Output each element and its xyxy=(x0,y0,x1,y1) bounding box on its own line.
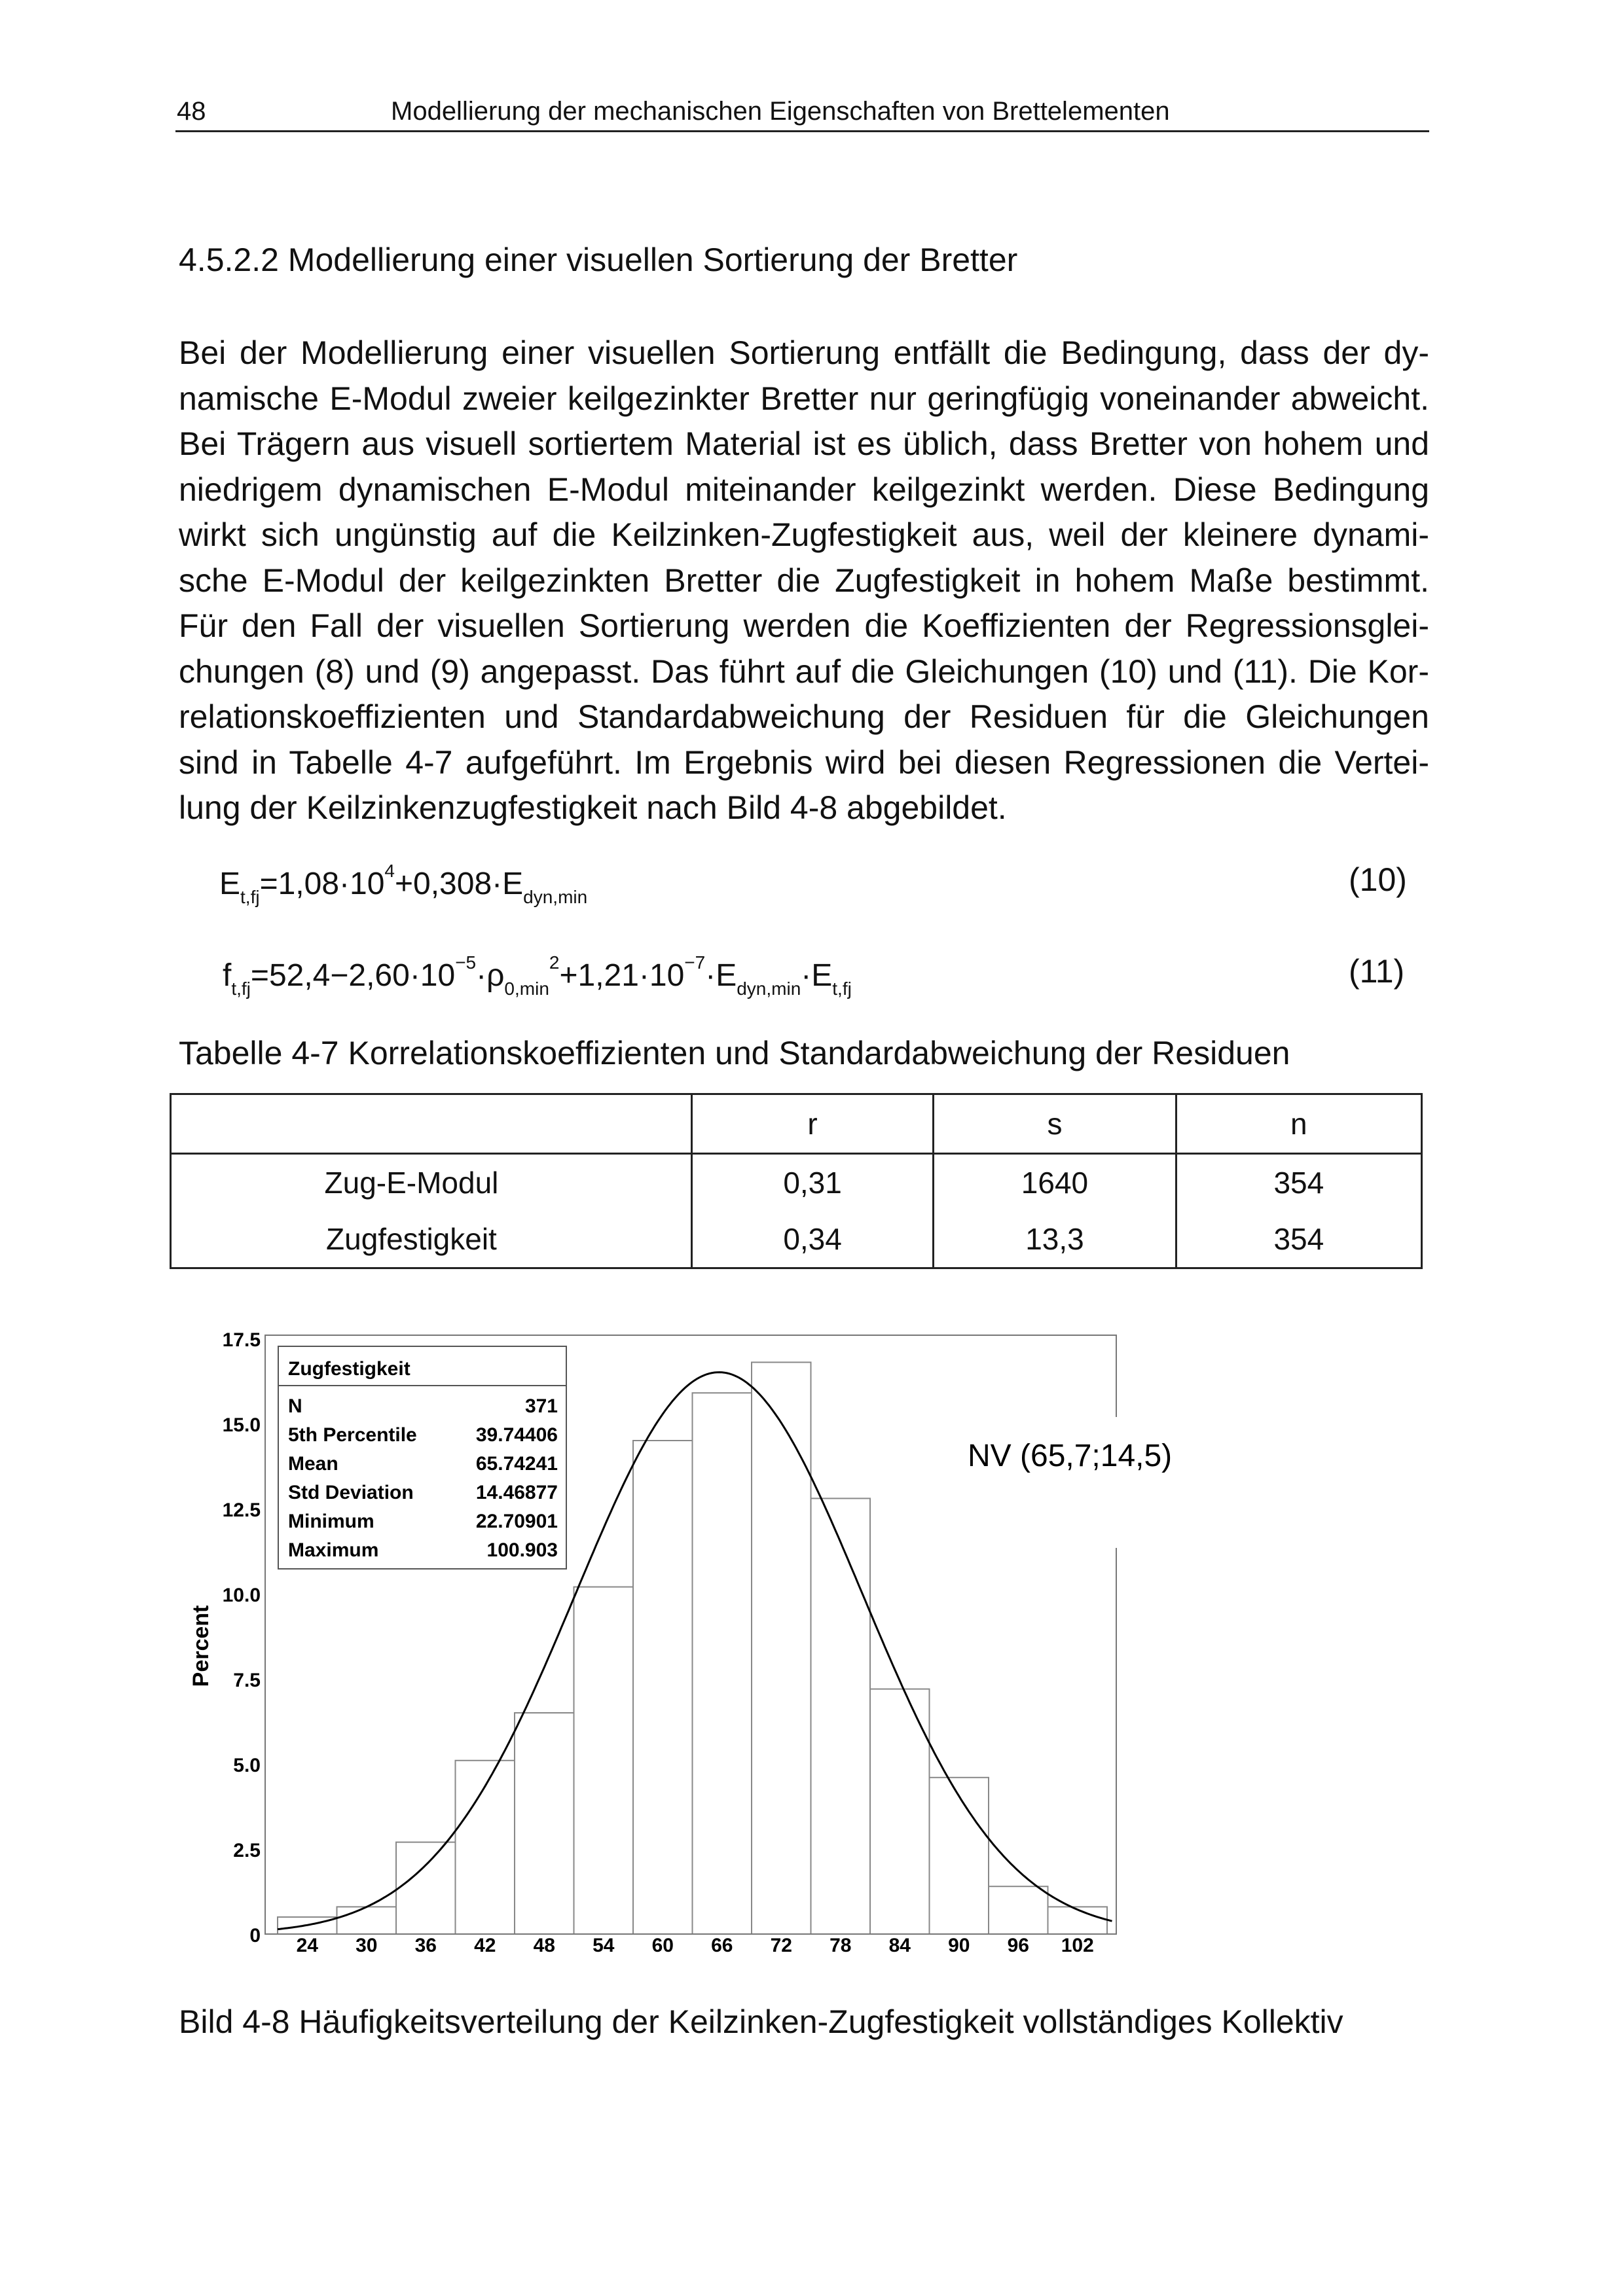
stats-value: 65.74241 xyxy=(475,1453,558,1475)
x-tick-label: 30 xyxy=(356,1935,378,1956)
x-tick-label: 78 xyxy=(830,1935,852,1956)
x-tick-label: 60 xyxy=(651,1935,674,1956)
x-tick-label: 66 xyxy=(711,1935,733,1956)
histogram-bar xyxy=(515,1713,574,1934)
page-number: 48 xyxy=(177,97,206,126)
y-axis-label: Percent xyxy=(189,1605,213,1687)
stats-label: Mean xyxy=(288,1453,338,1475)
table-caption: Tabelle 4-7 Korrelationskoeffizienten und Standardabweichung der Residuen xyxy=(179,1035,1290,1071)
y-tick-label: 5.0 xyxy=(233,1755,261,1776)
table-header-cell: s xyxy=(934,1094,1176,1154)
table-cell: 0,34 xyxy=(691,1211,933,1268)
paragraph-line: chungen (8) und (9) angepasst. Das führt auf die Gleichungen (10) und (11). Die Kor- xyxy=(179,653,1429,690)
paragraph-line: niedrigem dynamischen E-Modul miteinander keilgezinkt werden. Diese Bedingung xyxy=(179,471,1429,508)
y-tick-label: 15.0 xyxy=(222,1414,261,1436)
paragraph-line: Bei der Modellierung einer visuellen Sortierung entfällt die Bedingung, dass der dy- xyxy=(179,334,1429,371)
equation-11: $f_{t,fj}=52,4-2,60\cdot 10^{-5}\cdot\rho_{0,min}^2+1,21\cdot 10^{-7}\cdot E_{dyn,min}\cdot E_{t,fj}$ xyxy=(223,952,852,999)
histogram-bar xyxy=(396,1842,456,1934)
histogram-bar xyxy=(811,1498,871,1934)
histogram-bar xyxy=(633,1441,693,1934)
x-tick-label: 72 xyxy=(770,1935,792,1956)
histogram-bar xyxy=(752,1362,811,1934)
y-tick-label: 2.5 xyxy=(233,1840,261,1861)
equation-10-number: (10) xyxy=(1349,861,1407,898)
stats-box-title: Zugfestigkeit xyxy=(288,1358,410,1380)
stats-label: Std Deviation xyxy=(288,1482,414,1503)
x-tick-label: 42 xyxy=(474,1935,496,1956)
table-row-label: Zug-E-Modul xyxy=(171,1154,692,1211)
paragraph-line: Für den Fall der visuellen Sortierung werden die Koeffizienten der Regressionsglei- xyxy=(179,607,1429,644)
histogram-bar xyxy=(574,1587,634,1934)
table-cell: 0,31 xyxy=(691,1154,933,1211)
x-axis-ticks xyxy=(297,1935,1094,1956)
histogram-bar xyxy=(337,1907,397,1934)
table-cell: 1640 xyxy=(934,1154,1176,1211)
stats-label: 5th Percentile xyxy=(288,1424,417,1446)
y-axis-ticks xyxy=(223,1329,261,1946)
running-title: Modellierung der mechanischen Eigenschaften von Brettelementen xyxy=(391,97,1170,126)
stats-label: N xyxy=(288,1395,302,1417)
x-tick-label: 90 xyxy=(948,1935,970,1956)
y-tick-label: 12.5 xyxy=(222,1499,261,1521)
table-cell: 354 xyxy=(1176,1154,1421,1211)
x-tick-label: 96 xyxy=(1007,1935,1029,1956)
stats-box xyxy=(278,1346,566,1569)
y-tick-label: 7.5 xyxy=(233,1670,261,1691)
x-tick-label: 102 xyxy=(1061,1935,1094,1956)
figure-caption: Bild 4-8 Häufigkeitsverteilung der Keilzinken-Zugfestigkeit vollständiges Kollektiv xyxy=(179,2003,1343,2040)
label-background xyxy=(956,1417,1120,1548)
table-header-cell: r xyxy=(691,1094,933,1154)
stats-value: 371 xyxy=(524,1395,558,1417)
histogram-bar xyxy=(1048,1907,1108,1934)
paragraph-line: namische E-Modul zweier keilgezinkter Bretter nur geringfügig voneinander abweicht. xyxy=(179,380,1429,417)
stats-value: 100.903 xyxy=(486,1539,558,1561)
histogram-bar xyxy=(930,1778,989,1934)
stats-value: 14.46877 xyxy=(475,1482,558,1503)
x-tick-label: 36 xyxy=(414,1935,437,1956)
x-tick-label: 48 xyxy=(533,1935,555,1956)
stats-value: 39.74406 xyxy=(475,1424,558,1446)
y-tick-label: 0 xyxy=(249,1925,261,1946)
equation-11-number: (11) xyxy=(1349,953,1405,990)
paragraph-line: relationskoeffizienten und Standardabweichung der Residuen für die Gleichungen xyxy=(179,698,1429,735)
histogram-bar xyxy=(989,1886,1048,1934)
stats-value: 22.70901 xyxy=(475,1511,558,1532)
section-heading: 4.5.2.2 Modellierung einer visuellen Sortierung der Bretter xyxy=(179,242,1018,278)
table-header-cell: n xyxy=(1176,1094,1421,1154)
paragraph-line: Bei Trägern aus visuell sortiertem Material ist es üblich, dass Bretter von hohem und xyxy=(179,425,1429,462)
x-tick-label: 24 xyxy=(296,1935,318,1956)
histogram-bar xyxy=(693,1393,752,1934)
paragraph-line: sind in Tabelle 4-7 aufgeführt. Im Ergebnis wird bei diesen Regressionen die Vertei- xyxy=(179,744,1429,781)
x-tick-label: 84 xyxy=(888,1935,911,1956)
normal-curve-label: NV (65,7;14,5) xyxy=(968,1439,1173,1473)
table-cell: 13,3 xyxy=(934,1211,1176,1268)
paragraph-line: lung der Keilzinkenzugfestigkeit nach Bild 4-8 abgebildet. xyxy=(179,789,1007,826)
stats-label: Maximum xyxy=(288,1539,379,1561)
table-row-label: Zugfestigkeit xyxy=(171,1211,692,1268)
y-tick-label: 10.0 xyxy=(222,1585,261,1606)
stats-label: Minimum xyxy=(288,1511,374,1532)
equation-10: $E_{t,fj}=1,08\cdot 10^4+0,308\cdot E_{dyn,min}$ xyxy=(219,861,588,907)
y-tick-label: 17.5 xyxy=(222,1329,261,1351)
x-tick-label: 54 xyxy=(593,1935,615,1956)
table-cell: 354 xyxy=(1176,1211,1421,1268)
paragraph-line: sche E-Modul der keilgezinkten Bretter die Zugfestigkeit in hohem Maße bestimmt. xyxy=(179,562,1429,599)
paragraph-line: wirkt sich ungünstig auf die Keilzinken-Zugfestigkeit aus, weil der kleinere dynami- xyxy=(179,516,1429,553)
